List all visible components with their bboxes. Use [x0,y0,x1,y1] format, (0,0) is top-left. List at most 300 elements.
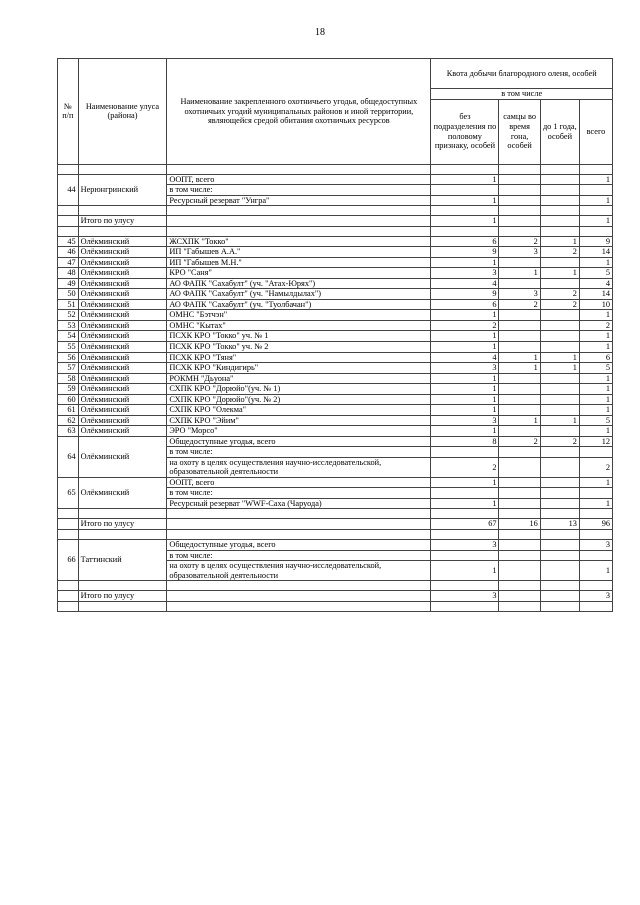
ulus-name: Олёкминский [78,331,167,342]
quota-d: 9 [579,236,612,247]
empty-cell [167,581,431,591]
quota-d: 1 [579,384,612,395]
quota-b: 1 [499,268,540,279]
table-row [58,289,613,300]
quota-a: 3 [431,268,499,279]
empty-cell [499,206,540,216]
table-row [58,426,613,437]
row-number: 45 [58,236,79,247]
spacer-row [58,226,613,236]
table-row [58,415,613,426]
row-number: 47 [58,257,79,268]
quota-c [540,195,579,206]
empty-cell [499,581,540,591]
quota-b [499,477,540,488]
row-number: 62 [58,415,79,426]
empty-cell [58,601,79,611]
table-row [58,236,613,247]
quota-a [431,550,499,561]
territory-name: ПСХК КРО "Токко" уч. № 2 [167,341,431,352]
quota-d: 1 [579,310,612,321]
header-young: до 1 года, особей [540,99,579,164]
quota-b [499,185,540,196]
quota-d: 1 [579,257,612,268]
quota-d: 1 [579,394,612,405]
empty-cell [499,509,540,519]
quota-b [499,310,540,321]
total-value-a: 1 [431,216,499,227]
empty-cell [78,509,167,519]
empty-cell [78,206,167,216]
header-total: всего [579,99,612,164]
row-number: 65 [58,477,79,509]
quota-a: 3 [431,540,499,551]
quota-a: 3 [431,415,499,426]
ulus-name: Олёкминский [78,289,167,300]
empty-cell [579,164,612,174]
row-number: 51 [58,299,79,310]
table-row [58,320,613,331]
quota-a: 6 [431,299,499,310]
territory-name: в том числе: [167,447,431,458]
empty-cell [540,530,579,540]
empty-cell [167,601,431,611]
quota-b [499,384,540,395]
quota-b: 3 [499,247,540,258]
territory-name: ПСХК КРО "Киндигирь" [167,363,431,374]
empty-cell [579,206,612,216]
quota-a: 1 [431,394,499,405]
total-value-c: 13 [540,519,579,530]
empty-cell [78,530,167,540]
header-nosex: без подразделения по половому признаку, особей [431,99,499,164]
quota-a: 2 [431,457,499,477]
quota-a: 2 [431,320,499,331]
ulus-name: Олёкминский [78,320,167,331]
quota-b [499,405,540,416]
ulus-name: Нерюнгринский [78,174,167,206]
empty-cell [58,216,79,227]
territory-name: в том числе: [167,488,431,499]
quota-d: 14 [579,247,612,258]
row-number: 64 [58,436,79,477]
total-value-b [499,591,540,602]
quota-a: 1 [431,373,499,384]
empty-cell [58,509,79,519]
quota-b [499,540,540,551]
table-row [58,310,613,321]
quota-d: 5 [579,415,612,426]
quota-d: 2 [579,320,612,331]
ulus-name: Олёкминский [78,405,167,416]
quota-b: 2 [499,236,540,247]
empty-cell [167,226,431,236]
empty-cell [58,519,79,530]
empty-cell [431,581,499,591]
table-row [58,352,613,363]
total-value-a: 3 [431,591,499,602]
table-row [58,278,613,289]
territory-name: ЭРО "Морсо" [167,426,431,437]
empty-cell [540,226,579,236]
quota-c [540,426,579,437]
empty-cell [579,509,612,519]
quota-a: 1 [431,310,499,321]
quota-d: 5 [579,363,612,374]
quota-a: 6 [431,236,499,247]
empty-cell [58,530,79,540]
quota-b [499,257,540,268]
quota-c [540,320,579,331]
header-quota: Квота добычи благородного оленя, особей [431,59,613,89]
header-incl: в том числе [431,89,613,100]
empty-cell [499,164,540,174]
territory-name: в том числе: [167,550,431,561]
empty-cell [431,164,499,174]
quota-d: 1 [579,331,612,342]
territory-name: на охоту в целях осуществления научно-исследовательской, образовательной деятельности [167,457,431,477]
territory-name: ИП "Габышев М.Н." [167,257,431,268]
empty-cell [58,206,79,216]
territory-name: АО ФАПК "Сахабулт" (уч. "Атах-Юрях") [167,278,431,289]
row-number: 50 [58,289,79,300]
table-row [58,436,613,447]
quota-d: 1 [579,498,612,509]
table-row [58,363,613,374]
quota-d: 14 [579,289,612,300]
quota-a: 1 [431,426,499,437]
total-label: Итого по улусу [78,591,167,602]
empty-cell [579,601,612,611]
quota-c: 1 [540,363,579,374]
territory-name: ООПТ, всего [167,477,431,488]
spacer-row [58,509,613,519]
territory-name: ПСХК КРО "Токко" уч. № 1 [167,331,431,342]
table-row [58,299,613,310]
quota-d [579,447,612,458]
quota-a [431,185,499,196]
header-territory: Наименование закрепленного охотничьего угодья, общедоступных охотничьих угодий муниципальных районов и иной территории, являющейся средой обитания охотничьих ресурсов [167,59,431,165]
ulus-name: Олёкминский [78,426,167,437]
quota-a: 3 [431,363,499,374]
total-row [58,216,613,227]
quota-d [579,488,612,499]
empty-cell [540,581,579,591]
quota-d: 1 [579,405,612,416]
territory-name: СХПК КРО "Олекма" [167,405,431,416]
total-value-d: 3 [579,591,612,602]
table-row [58,477,613,488]
ulus-name: Таттинский [78,540,167,581]
row-number: 58 [58,373,79,384]
quota-b: 2 [499,436,540,447]
quota-c [540,561,579,581]
empty-cell [167,591,431,602]
empty-cell [540,601,579,611]
header-ulus: Наименование улуса (района) [78,59,167,165]
empty-cell [431,530,499,540]
quota-d: 1 [579,174,612,185]
empty-cell [78,164,167,174]
quota-b [499,550,540,561]
row-number: 63 [58,426,79,437]
territory-name: Ресурсный резерват "WWF-Саха (Чаруода) [167,498,431,509]
quota-d: 1 [579,341,612,352]
quota-a: 8 [431,436,499,447]
table-row [58,540,613,551]
quota-c: 1 [540,236,579,247]
territory-name: на охоту в целях осуществления научно-исследовательской, образовательной деятельности [167,561,431,581]
quota-d: 5 [579,268,612,279]
quota-d: 12 [579,436,612,447]
empty-cell [431,509,499,519]
quota-b [499,373,540,384]
quota-d [579,550,612,561]
ulus-name: Олёкминский [78,268,167,279]
territory-name: СХПК КРО "Дорюйо"(уч. № 1) [167,384,431,395]
empty-cell [540,164,579,174]
quota-c [540,447,579,458]
quota-b [499,341,540,352]
quota-c [540,488,579,499]
quota-c: 2 [540,436,579,447]
ulus-name: Олёкминский [78,373,167,384]
table-row [58,174,613,185]
territory-name: ИП "Габышев А.А." [167,247,431,258]
quota-c [540,405,579,416]
territory-name: АО ФАПК "Сахабулт" (уч. "Туолбачан") [167,299,431,310]
row-number: 44 [58,174,79,206]
ulus-name: Олёкминский [78,310,167,321]
table-row [58,247,613,258]
ulus-name: Олёкминский [78,299,167,310]
empty-cell [167,519,431,530]
empty-cell [431,206,499,216]
quota-c [540,257,579,268]
row-number: 66 [58,540,79,581]
empty-cell [78,226,167,236]
quota-c [540,457,579,477]
territory-name: ОМНС "Бэтчэн" [167,310,431,321]
quota-a: 1 [431,341,499,352]
quota-a: 1 [431,331,499,342]
spacer-row [58,601,613,611]
row-number: 60 [58,394,79,405]
table-row [58,405,613,416]
quota-c [540,185,579,196]
quota-b [499,498,540,509]
quota-a: 9 [431,247,499,258]
quota-c [540,477,579,488]
total-value-d: 96 [579,519,612,530]
territory-name: Общедоступные угодья, всего [167,436,431,447]
quota-b [499,426,540,437]
total-row [58,591,613,602]
quota-d [579,185,612,196]
row-number: 46 [58,247,79,258]
total-row [58,519,613,530]
table-row [58,341,613,352]
quota-d: 1 [579,195,612,206]
row-number: 61 [58,405,79,416]
empty-cell [167,509,431,519]
empty-cell [167,164,431,174]
ulus-name: Олёкминский [78,257,167,268]
empty-cell [58,226,79,236]
empty-cell [58,591,79,602]
quota-d: 4 [579,278,612,289]
territory-name: ПСХК КРО "Тяня" [167,352,431,363]
quota-a: 4 [431,278,499,289]
total-value-d: 1 [579,216,612,227]
quota-a: 1 [431,498,499,509]
row-number: 59 [58,384,79,395]
quota-table [57,58,613,612]
table-row [58,331,613,342]
territory-name: СХПК КРО "Эйим" [167,415,431,426]
quota-d: 1 [579,561,612,581]
ulus-name: Олёкминский [78,477,167,509]
territory-name: ЖСХПК "Токко" [167,236,431,247]
quota-c: 2 [540,299,579,310]
table-row [58,384,613,395]
quota-d: 6 [579,352,612,363]
table-row [58,268,613,279]
empty-cell [167,216,431,227]
empty-cell [58,164,79,174]
empty-cell [540,509,579,519]
territory-name: ОМНС "Кытах" [167,320,431,331]
empty-cell [78,601,167,611]
header-num: № п/п [58,59,79,165]
quota-b [499,457,540,477]
ulus-name: Олёкминский [78,352,167,363]
quota-d: 2 [579,457,612,477]
quota-c [540,310,579,321]
row-number: 56 [58,352,79,363]
empty-cell [499,530,540,540]
quota-c [540,540,579,551]
header-males: самцы во время гона, особей [499,99,540,164]
quota-d: 1 [579,477,612,488]
ulus-name: Олёкминский [78,278,167,289]
row-number: 49 [58,278,79,289]
quota-b [499,278,540,289]
empty-cell [167,206,431,216]
quota-a: 1 [431,257,499,268]
page-number: 18 [315,27,325,38]
ulus-name: Олёкминский [78,236,167,247]
ulus-name: Олёкминский [78,341,167,352]
row-number: 57 [58,363,79,374]
quota-c [540,550,579,561]
quota-c [540,278,579,289]
empty-cell [167,530,431,540]
ulus-name: Олёкминский [78,394,167,405]
quota-a: 1 [431,561,499,581]
territory-name: в том числе: [167,185,431,196]
territory-name: КРО "Саня" [167,268,431,279]
territory-name: Ресурсный резерват "Унгра" [167,195,431,206]
quota-a: 1 [431,405,499,416]
quota-b: 3 [499,289,540,300]
empty-cell [579,581,612,591]
total-value-c [540,591,579,602]
empty-cell [540,206,579,216]
quota-d: 1 [579,426,612,437]
row-number: 48 [58,268,79,279]
quota-a [431,488,499,499]
quota-b [499,195,540,206]
empty-cell [579,226,612,236]
quota-d: 10 [579,299,612,310]
quota-c [540,341,579,352]
quota-b: 2 [499,299,540,310]
table-row [58,373,613,384]
quota-d: 3 [579,540,612,551]
ulus-name: Олёкминский [78,415,167,426]
quota-b: 1 [499,415,540,426]
quota-a: 1 [431,174,499,185]
quota-c: 1 [540,415,579,426]
quota-c: 2 [540,247,579,258]
quota-a [431,447,499,458]
quota-b [499,174,540,185]
table-body [58,164,613,611]
empty-cell [431,226,499,236]
row-number: 55 [58,341,79,352]
ulus-name: Олёкминский [78,384,167,395]
territory-name: РОКМН "Дьуона" [167,373,431,384]
quota-b [499,488,540,499]
total-label: Итого по улусу [78,519,167,530]
spacer-row [58,164,613,174]
spacer-row [58,530,613,540]
total-value-b [499,216,540,227]
empty-cell [58,581,79,591]
spacer-row [58,206,613,216]
total-label: Итого по улусу [78,216,167,227]
quota-a: 4 [431,352,499,363]
empty-cell [579,530,612,540]
territory-name: АО ФАПК "Сахабулт" (уч. "Намылдылах") [167,289,431,300]
quota-d: 1 [579,373,612,384]
spacer-row [58,581,613,591]
territory-name: СХПК КРО "Дорюйо"(уч. № 2) [167,394,431,405]
quota-b: 1 [499,352,540,363]
quota-b [499,331,540,342]
quota-c [540,384,579,395]
total-value-b: 16 [499,519,540,530]
empty-cell [499,601,540,611]
quota-c: 1 [540,352,579,363]
table-header [58,59,613,165]
territory-name: Общедоступные угодья, всего [167,540,431,551]
quota-c [540,331,579,342]
ulus-name: Олёкминский [78,247,167,258]
empty-cell [431,601,499,611]
row-number: 54 [58,331,79,342]
quota-b [499,561,540,581]
empty-cell [499,226,540,236]
empty-cell [78,581,167,591]
quota-b [499,394,540,405]
quota-a: 1 [431,477,499,488]
territory-name: ООПТ, всего [167,174,431,185]
ulus-name: Олёкминский [78,436,167,477]
quota-a: 1 [431,195,499,206]
quota-c [540,498,579,509]
